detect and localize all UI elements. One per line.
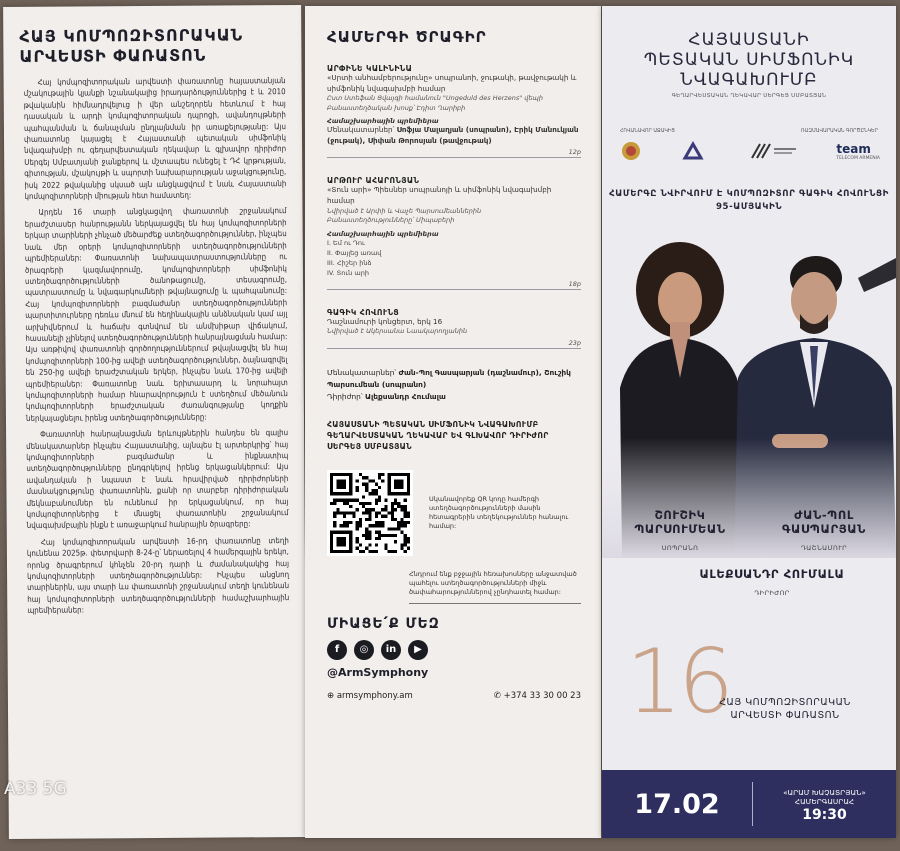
festival-name: ՀԱՅ ԿՈՄՊՈԶԻՏՈՐԱԿԱՆ ԱՐՎԵՍՏԻ ՓԱՌԱՏՈՆ	[719, 697, 851, 721]
work-title: «Տուն արի» Պիեսներ սոպրանոյի և սիմֆոնիկ նվագախմբի համար	[327, 185, 552, 205]
work-note: Բանաստեղծական խոսք՝ Էդիտ Ղարիբի	[327, 103, 466, 112]
page-number: 23p	[568, 338, 581, 347]
event-time: 19:30	[802, 807, 847, 823]
soprano-name: ՇՈՒՇԻԿ ՊԱՐՍՈՒՄԵԱՆ	[634, 508, 726, 536]
work-note: Նվիրված է Ակերսանա Նաակարողյանին	[327, 327, 468, 336]
follow-us-heading: ՄԻԱՑԵ՛Ք ՄԵԶ	[327, 615, 440, 632]
venue-name: «ԱՐԱՄ ԽԱՉԱՏՐՅԱՆ» ՀԱՄԵՐԳԱՍՐԱՀ	[783, 788, 866, 806]
qr-instructions: Սկանավորեք QR կոդը համերգի ստեղծագործությունների մասին հետագրերին տեղեկություններ հանալու համար:	[429, 494, 569, 530]
conductor-card	[682, 567, 862, 600]
program-panel	[305, 6, 601, 838]
soloists-block	[327, 367, 581, 403]
composer-name: ԱՐՓԻՆԵ ԿԱԼԻՆԻՆԱ	[327, 64, 413, 73]
title-line: ՊԵՏԱԿԱՆ ՍԻՄՖՈՆԻԿ	[643, 50, 855, 70]
website-text: armsymphony.am	[336, 690, 413, 701]
conductor-name: ԱԼԵՔՍԱՆԴՐ ՀՈՒՄԱԼԱ	[699, 567, 845, 581]
phone-text: +374 33 30 00 23	[503, 690, 581, 701]
globe-icon: ⊕	[327, 690, 337, 701]
program-item	[327, 64, 581, 158]
camera-watermark: A33 5G	[4, 779, 67, 799]
phone-notice: Հնդրում ենք բջջային հեռախոսները անջատված պահելու ստեղծագործությունների միջև ծափահարություններով չընդհատել համար:	[409, 570, 581, 604]
paragraph: Փառատոնի հանրայնացման երևույթներին հանդես են գալիս մենակատարներ ինչպես Հայաստանից, այնպես էլ արտերկրից՝ հայ կոմպոզիտորների բազմաժանր և ինքնատիպ ստեղծագործությունները ընդգրկելով իրենց երկացանկերում: Այս ավանդական ի նպաստ է նաև հրավիրված դիրիժորների մասնակցությունը փառատոնին, քանի որ տարբեր դիրիժորական մեկնաբանումներ են ունենում իր երկացանկում, որ հայ կոմպոզիտորներից է մնացել փառատոնին շրջանակում նվագախմբային ինքն է առաջարկում հանրային ծրագրերը:	[26, 428, 289, 531]
pianist-card	[754, 508, 894, 555]
qr-code[interactable]	[327, 470, 413, 556]
partner-logo	[750, 142, 798, 160]
paragraph: Արդեն 16 տարի անցկացվող փառատոնի շրջանակում երաժշտասեր հանրությանն ներկայացվել են հայ կոմպոզիտորների երկար տարիների չհնչած մեծարժեք ստեղծագործություններ, ինչպես նաև մեր օրերի կոմպոզիտորների ստեղծագործությունների պրեմիերաներ: Փառատոնի նախապատրաստությունները ու ծրագրերի կազմավորումը, կոմպոզիտորների սիմֆոնիկ ստեղծագործությունների ծանոթացումը, տեսագրումը, պատրաստումը և նվագարկումների թվայնացումը և պահպանումը: Հայ կոմպոզիտորների բազմաժանր ստեղծագործությունների պարտիտուրները դեռևս մնում են հեղինակային անձնական կամ այլ արխիվներում և հաճախ գտնվում են անմխիթար վիճակում, հասանելի չլինելով ստեղծագործությունների հանրայնացման համար: Այս առթիվով փառատոնի գործողություններում թվայնացվել են հայ կոմպոզիտորների 100-ից ավելի ստեղծագործություններ, ձայնագրվել են 250-ից ավելի երաժշտական երկեր, ինչպես նաև 170-ից ավելի պրեմիերաներ: Փառատոնը նաև երիտասարդ և նորահայտ կոմպոզիտորների համար հնարավորություն է ստեղծում մեծանուն կոմպոզիտորների երաժշտական ժառանգությանը կողքին ներկայացնելու իրենց ստեղծագործությունները:	[24, 206, 288, 423]
ministry-logo	[681, 140, 711, 162]
movement: III. Հիշեր ինձ	[327, 258, 372, 267]
facebook-icon[interactable]: f	[327, 640, 347, 660]
page-number: 12p	[568, 148, 581, 157]
cover-panel	[602, 6, 896, 838]
paragraph: Հայ կոմպոզիտորական արվեստի փառատոնը հայաստանյան մշակութային կյանքի նշանակալից իրադարձություններից է և 2010 թվականին հիմնադրվելուց ի վեր անշեղորեն հետևում է հայ դասական և արդի կոմպոզիտորական դպրոցի, ավանդույթների պահպանման և ճանաչման ընդլայնման իր առաքելությանը: Այս փառատոնը կայացել է Հայաստանի պետական սիմֆոնիկ նվագախմբի ու գեղարվեստական ղեկավար և գլխավոր դիրիժոր Սերգեյ Սմբատյանի ջանքերով և մշտապես ունեցել է ԴՀ կրթության, գիտության, մշակույթի և սպորտի նախարարության աջակցությունը, իսկ 2022 թվականից սկսած այն անցկացվում է նաև Հայաստանի կոմպոզիտորների միության հետ համատեղ:	[23, 76, 287, 201]
paragraph: Հայ կոմպոզիտորական արվեստի 16-րդ փառատոնը տեղի կունենա 2025թ. փետրվարի 8-24-ը՝ ներառելով 4 համերգային երեկո, որոնց ծրագրերում կհնչեն 20-րդ դարի և ժամանակակից հայ կոմպոզիտորների ստեղծագործություններ: Ինչպես անցնող տարիներին, այս տարի ևս փառատոնի շրջանակում տեղի կունենան հայ կոմպոզիտորների ստեղծագործությունների համաշխարհային պրեմիերաներ:	[26, 535, 290, 616]
pianist-role: ԴԱՇՆԱՄՈՒՐ	[800, 544, 848, 552]
social-handle[interactable]: @ArmSymphony	[327, 665, 429, 679]
premiere-label: Համաշխարհային պրեմիերա	[327, 229, 439, 238]
soloists: Ժան-Պոլ Գասպարյան (դաշնամուր), Շուշիկ Պարսումեան (սոպրանո)	[327, 367, 571, 389]
orchestra-credit: ՀԱՅԱՍՏԱՆԻ ՊԵՏԱԿԱՆ ՍԻՄՖՈՆԻԿ ՆՎԱԳԱԽՈՒՄԲ ԳԵՂԱՐՎԵՍՏԱԿԱՆ ՂԵԿԱՎԱՐ ԵՎ ԳԼԽԱՎՈՐ ԴԻՐԻԺՈՐ ՍԵՐԳԵՅ ՍՄԲԱՏՅԱՆ	[327, 419, 549, 451]
soprano-role: ՍՈՊՐԱՆՈ	[661, 544, 699, 552]
title-line: ՀԱՅԱՍՏԱՆԻ	[688, 30, 810, 50]
movement: I. Եմ ու Դու	[327, 238, 365, 247]
title-line: ՆՎԱԳԱԽՈՒՄԲ	[680, 70, 818, 90]
social-links	[327, 640, 581, 660]
conductor: Ալեքսանդր Հումալա	[364, 391, 446, 401]
festival-heading: ՀԱՅ ԿՈՄՊՈԶԻՏՈՐԱԿԱՆ ԱՐՎԵՍՏԻ ՓԱՌԱՏՈՆ	[19, 25, 244, 66]
work-title: Դաշնամուրի կոնցերտ, երկ 16	[327, 316, 443, 326]
program-heading: ՀԱՄԵՐԳԻ ԾՐԱԳԻՐ	[327, 28, 487, 46]
festival-number: 16	[626, 630, 730, 733]
premiere-label: Համաշխարհային պրեմիերա	[327, 117, 439, 126]
linkedin-icon[interactable]: in	[381, 640, 401, 660]
movement: II. Փայլեց առավ	[327, 248, 382, 257]
festival-info-panel	[3, 5, 307, 839]
youtube-icon[interactable]: ▶	[408, 640, 428, 660]
conductor-role: ԴԻՐԻԺՈՐ	[754, 589, 790, 597]
sponsor-logos	[602, 134, 896, 162]
soprano-card	[610, 508, 750, 555]
program-item	[327, 176, 581, 289]
program-item	[327, 308, 581, 349]
page-number: 18p	[568, 279, 581, 288]
partner-label: ՌԱԶՄԱՎԱՐԱԿԱՆ ԳՈՐԾԸՆԿԵՐ	[800, 129, 878, 134]
coat-of-arms-logo	[620, 140, 642, 162]
team-logo	[836, 142, 880, 161]
movement: IV. Տուն արի	[327, 268, 369, 277]
festival-description	[4, 65, 306, 617]
work-note: Բանաստեղծությունները՝ Միպաբերի	[327, 216, 455, 225]
phone-number[interactable]	[494, 691, 581, 701]
work-note: Նվիրված է Արփի և Վաչե Պարսումեաններին	[327, 206, 482, 215]
instagram-icon[interactable]: ◎	[354, 640, 374, 660]
composer-name: ԳԱԳԻԿ ՀՈՎՈՒՆՑ	[327, 307, 400, 317]
orchestra-title	[602, 6, 896, 90]
performers-label: Մենակատարներ՝	[327, 125, 395, 135]
pianist-name: ԺԱՆ-ՊՈԼ ԳԱՍՊԱՐՅԱՆ	[781, 508, 866, 536]
composer-name: ԱՐԹՈՒՐ ԱՀԱՐՈՆՅԱՆ	[327, 176, 420, 186]
soloists-label: Մենակատարներ՝	[327, 367, 397, 377]
conductor-label: Դիրիժոր՝	[327, 391, 363, 401]
venue-block	[753, 788, 896, 823]
performers-photo	[602, 238, 896, 558]
event-footer	[602, 770, 896, 838]
sponsor-label: ՀՈՎԱՆԱՎՈՐ ԱՋԱԿԻՑ	[620, 129, 675, 134]
orchestra-subtitle: ԳԵՂԱՐՎԵՍՏԱԿԱՆ ՂԵԿԱՎԱՐ ՍԵՐԳԵՅ ՍՄԲԱՏՅԱՆ	[671, 93, 827, 99]
event-date: 17.02	[634, 788, 720, 820]
phone-icon: ✆	[493, 690, 504, 701]
team-logo-text: team	[836, 141, 871, 156]
website-link[interactable]	[327, 691, 413, 701]
qr-code-image	[330, 473, 410, 553]
team-logo-sub: TELECOM ARMENIA	[836, 155, 880, 161]
dedication: ՀԱՄԵՐԳԸ ՆՎԻՐՎՈՒՄ Է ԿՈՄՊՈԶԻՏՈՐ ԳԱԳԻԿ ՀՈՎՈՒՆՑԻ 95-ԱՄՅԱԿԻՆ	[609, 189, 889, 212]
work-note: Ըստ Ստեֆան Ցվայգի համանուն "Ungeduld des Herzens" վեպի	[327, 94, 543, 103]
work-title: «Սրտի անհամբերությունը» սոպրանոի, ջութակի, թավջութակի և սիմֆոնիկ նվագախմբի համար	[327, 73, 577, 93]
performers: Սոֆյա Մալաղյան (սոպրանո), Էրիկ Մանուկյան (ջութակ), Սիփան Թորոսյան (թավջութակ)	[327, 125, 579, 145]
